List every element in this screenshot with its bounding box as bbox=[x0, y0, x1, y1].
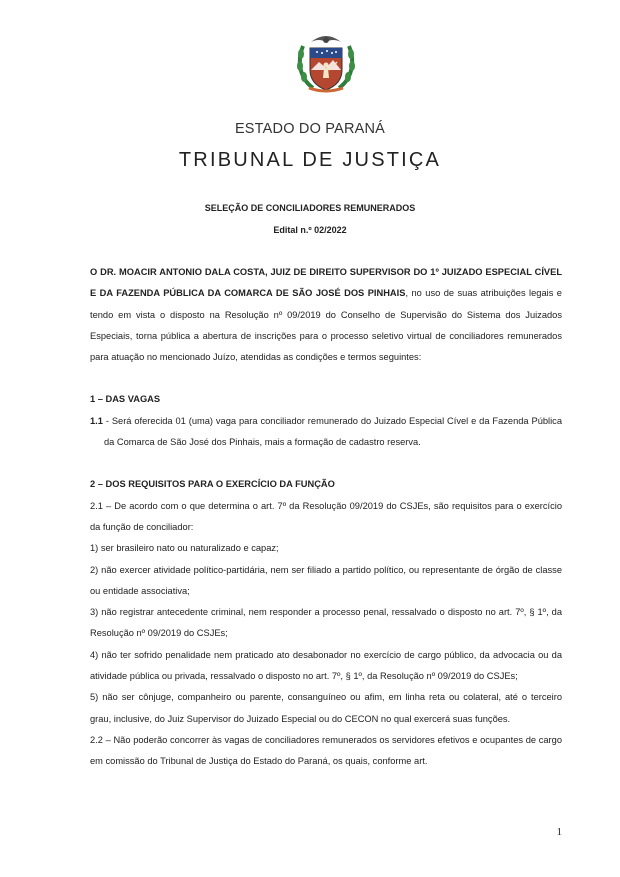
state-name: ESTADO DO PARANÁ bbox=[234, 121, 386, 137]
edital-number: Edital n.º 02/2022 bbox=[273, 225, 347, 235]
paragraph-2-1: 2.1 – De acordo com o que determina o art. 7º da Resolução 09/2019 do CSJEs, são requisitos para o exercício da função de conciliador: bbox=[90, 500, 562, 532]
item-1-1-number: 1.1 bbox=[90, 415, 103, 426]
requirement-2: 2) não exercer atividade político-partidária, nem ser filiado a partido político, ou representante de órgão de classe ou entidade associativa; bbox=[90, 564, 562, 596]
item-1-1-text: - Será oferecida 01 (uma) vaga para conciliador remunerado do Juizado Especial Cível e da Fazenda Pública da Comarca de São José dos Pinhais, mais a formação de cadastro reserva. bbox=[102, 415, 562, 448]
item-1-1 bbox=[90, 411, 562, 454]
document-title: SELEÇÃO DE CONCILIADORES REMUNERADOS bbox=[204, 203, 416, 213]
page-number: 1 bbox=[556, 826, 562, 838]
intro-paragraph bbox=[90, 262, 562, 368]
parana-coat-of-arms-icon bbox=[293, 32, 359, 94]
intro-text: , no uso de suas atribuições legais e tendo em vista o disposto na Resolução nº 09/2019 do Conselho de Supervisão do Sistema dos Juizados Especiais, torna pública a abertura de inscrições para o processo seletivo virtual de conciliadores remunerados para atuação no mencionado Juízo, atendidas as condições e termos seguintes: bbox=[90, 288, 562, 363]
document-body bbox=[90, 262, 562, 773]
paragraph-2-2: 2.2 – Não poderão concorrer às vagas de conciliadores remunerados os servidores efetivos e ocupantes de cargo em comissão do Tribunal de Justiça do Estado do Paraná, os quais, conforme art. bbox=[90, 734, 562, 767]
requirement-1: 1) ser brasileiro nato ou naturalizado e capaz; bbox=[90, 543, 279, 554]
requirement-4: 4) não ter sofrido penalidade nem praticado ato desabonador no exercício de cargo público, da advocacia ou da atividade pública ou privada, ressalvado o disposto no art. 7º, § 1º, da Resolução nº 09/2019 do CSJEs; bbox=[90, 649, 562, 682]
intro-bold-text: O DR. MOACIR ANTONIO DALA COSTA, JUIZ DE DIREITO SUPERVISOR DO 1º JUIZADO ESPECIAL CÍVEL E DA FAZENDA PÚBLICA DA COMARCA DE SÃO JOSÉ DOS PINHAIS bbox=[90, 267, 562, 299]
section-2-title: 2 – DOS REQUISITOS PARA O EXERCÍCIO DA FUNÇÃO bbox=[90, 479, 335, 490]
court-name: TRIBUNAL DE JUSTIÇA bbox=[178, 149, 442, 171]
requirement-3: 3) não registrar antecedente criminal, nem responder a processo penal, ressalvado o disposto no art. 7º, § 1º, da Resolução nº 09/2019 do CSJEs; bbox=[90, 607, 562, 639]
section-1-title: 1 – DAS VAGAS bbox=[90, 394, 161, 405]
requirement-5: 5) não ser cônjuge, companheiro ou parente, consanguíneo ou afim, em linha reta ou colateral, até o terceiro grau, inclusive, do Juiz Supervisor do Juizado Especial ou do CECON no qual exercerá suas funções. bbox=[90, 692, 562, 724]
